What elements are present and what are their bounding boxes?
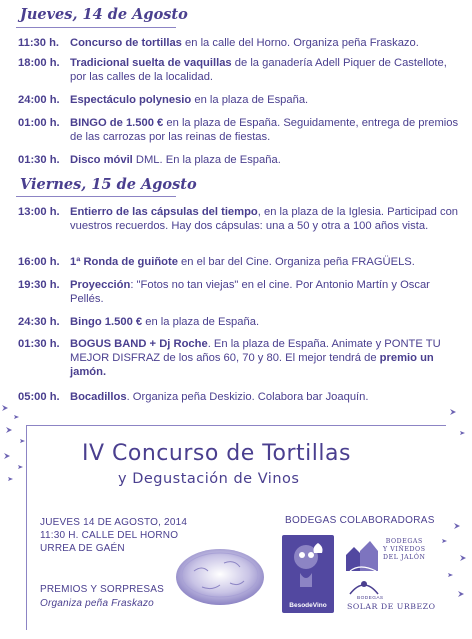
contest-date: JUEVES 14 DE AGOSTO, 2014 (40, 517, 188, 528)
event-text: : "Fotos no tan viejas" en el cine. Por Antonio Martín y Oscar Pellés. (70, 279, 430, 305)
event-description (70, 315, 460, 329)
day-title-underline (16, 27, 176, 28)
event-text: en la plaza de España. (191, 94, 309, 106)
event-time: 13:00 h. (18, 206, 60, 218)
event-text: de la ganadería Adell Piquer de Castellote, por las calles de la localidad. (70, 57, 447, 83)
event-text: , en la plaza de la Iglesia. Participad con vuestros recuerdos. Hay dos cápsulas: una a 50 y otra a 100 años vista. (70, 206, 459, 232)
contest-box-left-border (26, 425, 27, 630)
event-highlight: Bingo 1.500 € (70, 316, 143, 328)
day-title-thursday: Jueves, 14 de Agosto (20, 6, 188, 23)
event-description (70, 56, 460, 84)
contest-town: URREA DE GAÉN (40, 543, 125, 554)
contest-prizes: PREMIOS Y SORPRESAS (40, 584, 165, 595)
event-text: . En la plaza de España. Animate y PONTE TU MEJOR DISFRAZ de los años 60, 70 y 80. El mejor tendrá de (70, 338, 441, 364)
event-text: en la plaza de España. (142, 316, 260, 328)
event-description (70, 93, 460, 107)
event-time: 24:30 h. (18, 316, 60, 328)
event-time: 01:30 h. (18, 338, 60, 350)
event-highlight: Espectáculo polynesio (70, 94, 192, 106)
birds-decoration-right (420, 405, 470, 605)
event-text: . Organiza peña Deskizio. Colabora bar Joaquín. (126, 391, 369, 403)
contest-organizer: Organiza peña Fraskazo (40, 598, 154, 609)
bodegas-jalon-logo-icon (344, 535, 380, 573)
event-time: 18:00 h. (18, 57, 60, 69)
event-description (70, 205, 460, 233)
beso-de-vino-logo (282, 535, 334, 613)
event-highlight: Concurso de tortillas (70, 37, 182, 49)
tortilla-image (172, 541, 268, 609)
sponsors-title: BODEGAS COLABORADORAS (285, 515, 435, 526)
beso-de-vino-label: BesodeVino (289, 602, 327, 609)
event-description (70, 337, 460, 379)
event-time: 01:30 h. (18, 154, 60, 166)
event-description (70, 255, 460, 269)
day-title-friday: Viernes, 15 de Agosto (20, 176, 197, 193)
event-highlight: Tradicional suelta de vaquillas (70, 57, 232, 69)
birds-decoration-left (0, 395, 40, 485)
solar-de-urbezo-logo-icon (346, 576, 382, 596)
event-description (70, 390, 460, 404)
event-description (70, 36, 460, 50)
event-highlight: Bocadillos (70, 391, 127, 403)
solar-de-urbezo-label: SOLAR DE URBEZO (347, 602, 436, 611)
event-time: 11:30 h. (18, 37, 60, 49)
event-time: 01:00 h. (18, 117, 60, 129)
event-description (70, 278, 460, 306)
contest-time-place: 11:30 H. CALLE DEL HORNO (40, 530, 179, 541)
event-highlight: BOGUS BAND + Dj Roche (70, 338, 208, 350)
event-time: 16:00 h. (18, 256, 60, 268)
event-text: DML. En la plaza de España. (132, 154, 281, 166)
event-text: en el bar del Cine. Organiza peña FRAGÜELS. (177, 256, 415, 268)
event-highlight: 1ª Ronda de guiñote (70, 256, 178, 268)
event-description (70, 153, 460, 167)
event-time: 19:30 h. (18, 279, 60, 291)
solar-de-urbezo-small-label: BODEGAS (357, 596, 384, 601)
bodegas-jalon-line: DEL JALÓN (383, 554, 426, 561)
event-time: 24:00 h. (18, 94, 60, 106)
event-text: en la calle del Horno. Organiza peña Fraskazo. (181, 37, 419, 49)
bodegas-jalon-text (383, 538, 426, 562)
event-highlight: Proyección (70, 279, 131, 291)
event-highlight: Entierro de las cápsulas del tiempo (70, 206, 258, 218)
event-text: en la plaza de España. Seguidamente, entrega de premios de las carrozas por las reinas de fiestas. (70, 117, 459, 143)
event-description (70, 116, 460, 144)
wine-character-icon (282, 535, 334, 599)
contest-box-top-border (26, 425, 446, 426)
contest-title: IV Concurso de Tortillas (82, 441, 351, 466)
event-time: 05:00 h. (18, 391, 60, 403)
event-highlight: BINGO de 1.500 € (70, 117, 164, 129)
bodegas-jalon-line: Y VIÑEDOS (383, 546, 426, 553)
bodegas-jalon-line: BODEGAS (385, 538, 423, 545)
event-highlight: Disco móvil (70, 154, 133, 166)
contest-subtitle: y Degustación de Vinos (118, 471, 300, 487)
day-title-underline (16, 196, 176, 197)
event-highlight-prize: premio un jamón. (70, 352, 434, 378)
